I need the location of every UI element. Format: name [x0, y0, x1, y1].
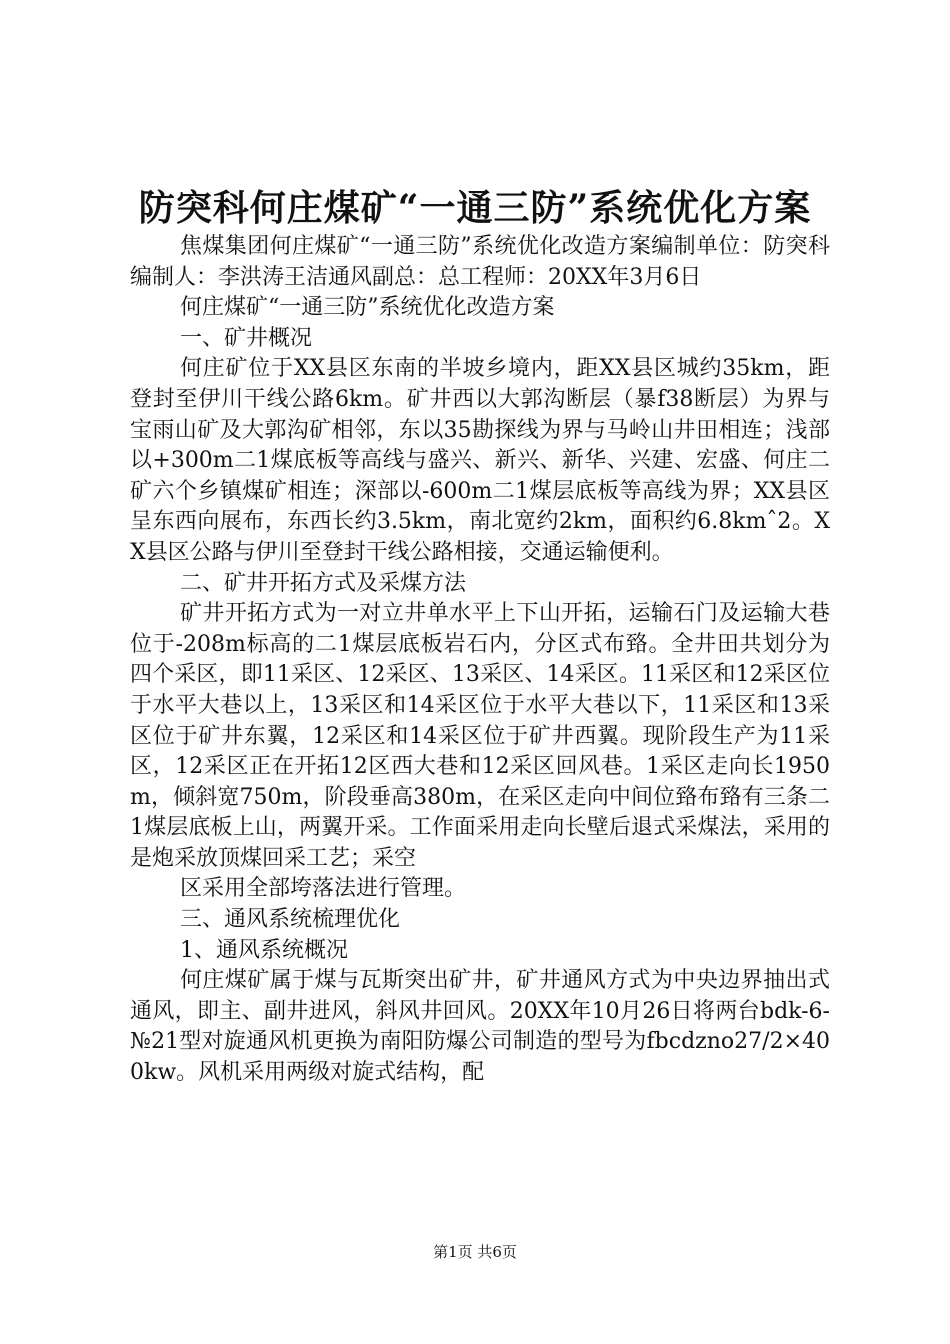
- paragraph-development-method: 矿井开拓方式为一对立井单水平上下山开拓，运输石门及运输大巷位于-208m标高的二1煤层底板岩石内，分区式布臵。全井田共划分为四个采区，即11采区、12采区、13采区、14采区。11采区和12采区位于水平大巷以上，13采区和14采区位于水平大巷以下，11采区和13采区位于矿井东翼，12采区和14采区位于矿井西翼。现阶段生产为11采区，12采区正在开拓12区西大巷和12采区回风巷。1采区走向长1950m，倾斜宽750m，阶段垂高380m，在采区走向中间位臵布臵有三条二1煤层底板上山，两翼开采。工作面采用走向长壁后退式采煤法，采用的是炮采放顶煤回采工艺；采空: [130, 601, 830, 871]
- paragraph-ventilation-overview: 何庄煤矿属于煤与瓦斯突出矿井，矿井通风方式为中央边界抽出式通风，即主、副井进风，斜风井回风。20XX年10月26日将两台bdk-6-№21型对旋通风机更换为南阳防爆公司制造的型号为fbcdzno27/2×400kw。风机采用两级对旋式结构，配: [130, 968, 830, 1086]
- page-footer: 第1页 共6页: [433, 1243, 517, 1261]
- heading-development-method: 二、矿井开拓方式及采煤方法: [180, 570, 467, 596]
- heading-ventilation-optimization: 三、通风系统梳理优化: [180, 907, 401, 933]
- document-title: 防突科何庄煤矿“一通三防”系统优化方案: [138, 187, 812, 229]
- paragraph-meta: 焦煤集团何庄煤矿“一通三防”系统优化改造方案编制单位：防突科编制人：李洪涛王洁通风副总：总工程师：20XX年3月6日: [130, 234, 830, 290]
- document-body: [130, 232, 830, 1089]
- heading-ventilation-overview: 1、通风系统概况: [180, 937, 348, 963]
- paragraph-subtitle: 何庄煤矿“一通三防”系统优化改造方案: [180, 295, 555, 321]
- paragraph-goaf-management: 区采用全部垮落法进行管理。: [180, 876, 467, 902]
- paragraph-mine-overview: 何庄矿位于XX县区东南的半坡乡境内，距XX县区城约35km，距登封至伊川干线公路6km。矿井西以大郭沟断层（暴f38断层）为界与宝雨山矿及大郭沟矿相邻，东以35勘探线为界与马岭山井田相连；浅部以+300m二1煤底板等高线与盛兴、新兴、新华、兴建、宏盛、何庄二矿六个乡镇煤矿相连；深部以-600m二1煤层底板等高线为界；XX县区呈东西向展布，东西长约3.5km，南北宽约2km，面积约6.8kmˆ2。XX县区公路与伊川至登封干线公路相接，交通运输便利。: [130, 356, 831, 565]
- heading-mine-overview: 一、矿井概况: [180, 325, 313, 351]
